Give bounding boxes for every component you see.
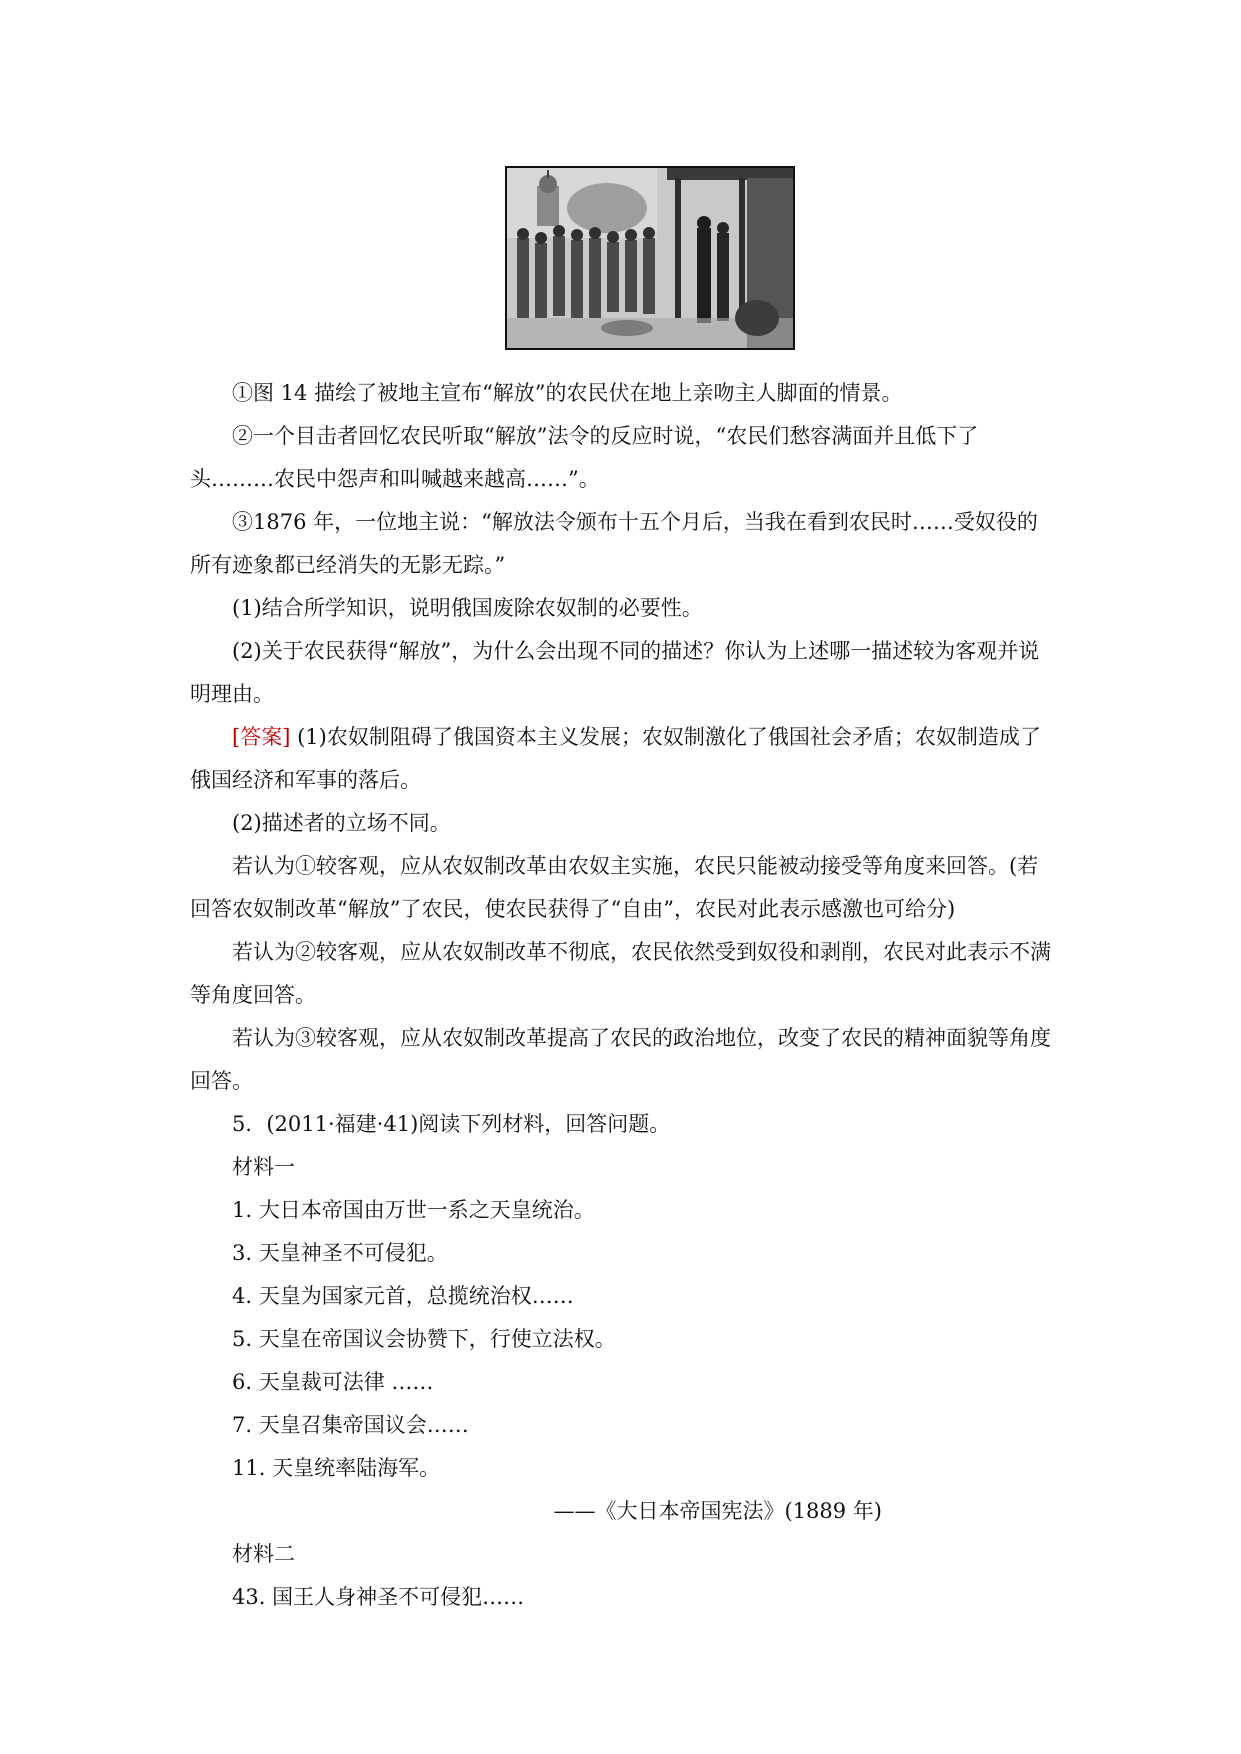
material-1-article: 3. 天皇神圣不可侵犯。	[232, 1241, 448, 1265]
material-1-article: 1. 大日本帝国由万世一系之天皇统治。	[232, 1198, 595, 1222]
question-1: (1)结合所学知识，说明俄国废除农奴制的必要性。	[232, 596, 703, 620]
answer-label: [答案]	[232, 725, 291, 749]
engraving-illustration	[505, 166, 795, 350]
description-2: ②一个目击者回忆农民听取“解放”法令的反应时说，“农民们愁容满面并且低下了头………农民中怨声和叫喊越来越高……”。	[190, 424, 979, 491]
material-1-article: 4. 天皇为国家元首，总揽统治权……	[232, 1284, 574, 1308]
answer-1	[190, 716, 1058, 802]
material-1-source: ——《大日本帝国宪法》(1889 年)	[553, 1499, 882, 1523]
material-1-title: 材料一	[232, 1155, 295, 1179]
material-1-article: 7. 天皇召集帝国议会……	[232, 1413, 469, 1437]
answer-2: (2)描述者的立场不同。	[232, 811, 451, 835]
answer-3: 若认为①较客观，应从农奴制改革由农奴主实施，农民只能被动接受等角度来回答。(若回答农奴制改革“解放”了农民，使农民获得了“自由”，农民对此表示感激也可给分)	[190, 854, 1039, 921]
answer-1-text: (1)农奴制阻碍了俄国资本主义发展；农奴制激化了俄国社会矛盾；农奴制造成了俄国经济和军事的落后。	[190, 725, 1041, 792]
question-2: (2)关于农民获得“解放”，为什么会出现不同的描述？你认为上述哪一描述较为客观并说明理由。	[190, 639, 1040, 706]
answer-5: 若认为③较客观，应从农奴制改革提高了农民的政治地位，改变了农民的精神面貌等角度回答。	[190, 1026, 1051, 1093]
answer-4: 若认为②较客观，应从农奴制改革不彻底，农民依然受到奴役和剥削，农民对此表示不满等角度回答。	[190, 940, 1051, 1007]
document-body	[190, 372, 1058, 1619]
description-1: ①图 14 描绘了被地主宣布“解放”的农民伏在地上亲吻主人脚面的情景。	[232, 381, 903, 405]
description-3: ③1876 年，一位地主说：“解放法令颁布十五个月后，当我在看到农民时……受奴役的所有迹象都已经消失的无影无踪。”	[190, 510, 1038, 577]
material-2-article: 43. 国王人身神圣不可侵犯……	[232, 1585, 525, 1609]
material-1-article: 6. 天皇裁可法律 ……	[232, 1370, 434, 1394]
question-5: 5．(2011·福建·41)阅读下列材料，回答问题。	[232, 1112, 671, 1136]
material-1-article: 5. 天皇在帝国议会协赞下，行使立法权。	[232, 1327, 616, 1351]
material-1-article: 11. 天皇统率陆海军。	[232, 1456, 441, 1480]
peasants-emancipation-engraving	[507, 168, 793, 348]
material-2-title: 材料二	[232, 1542, 295, 1566]
